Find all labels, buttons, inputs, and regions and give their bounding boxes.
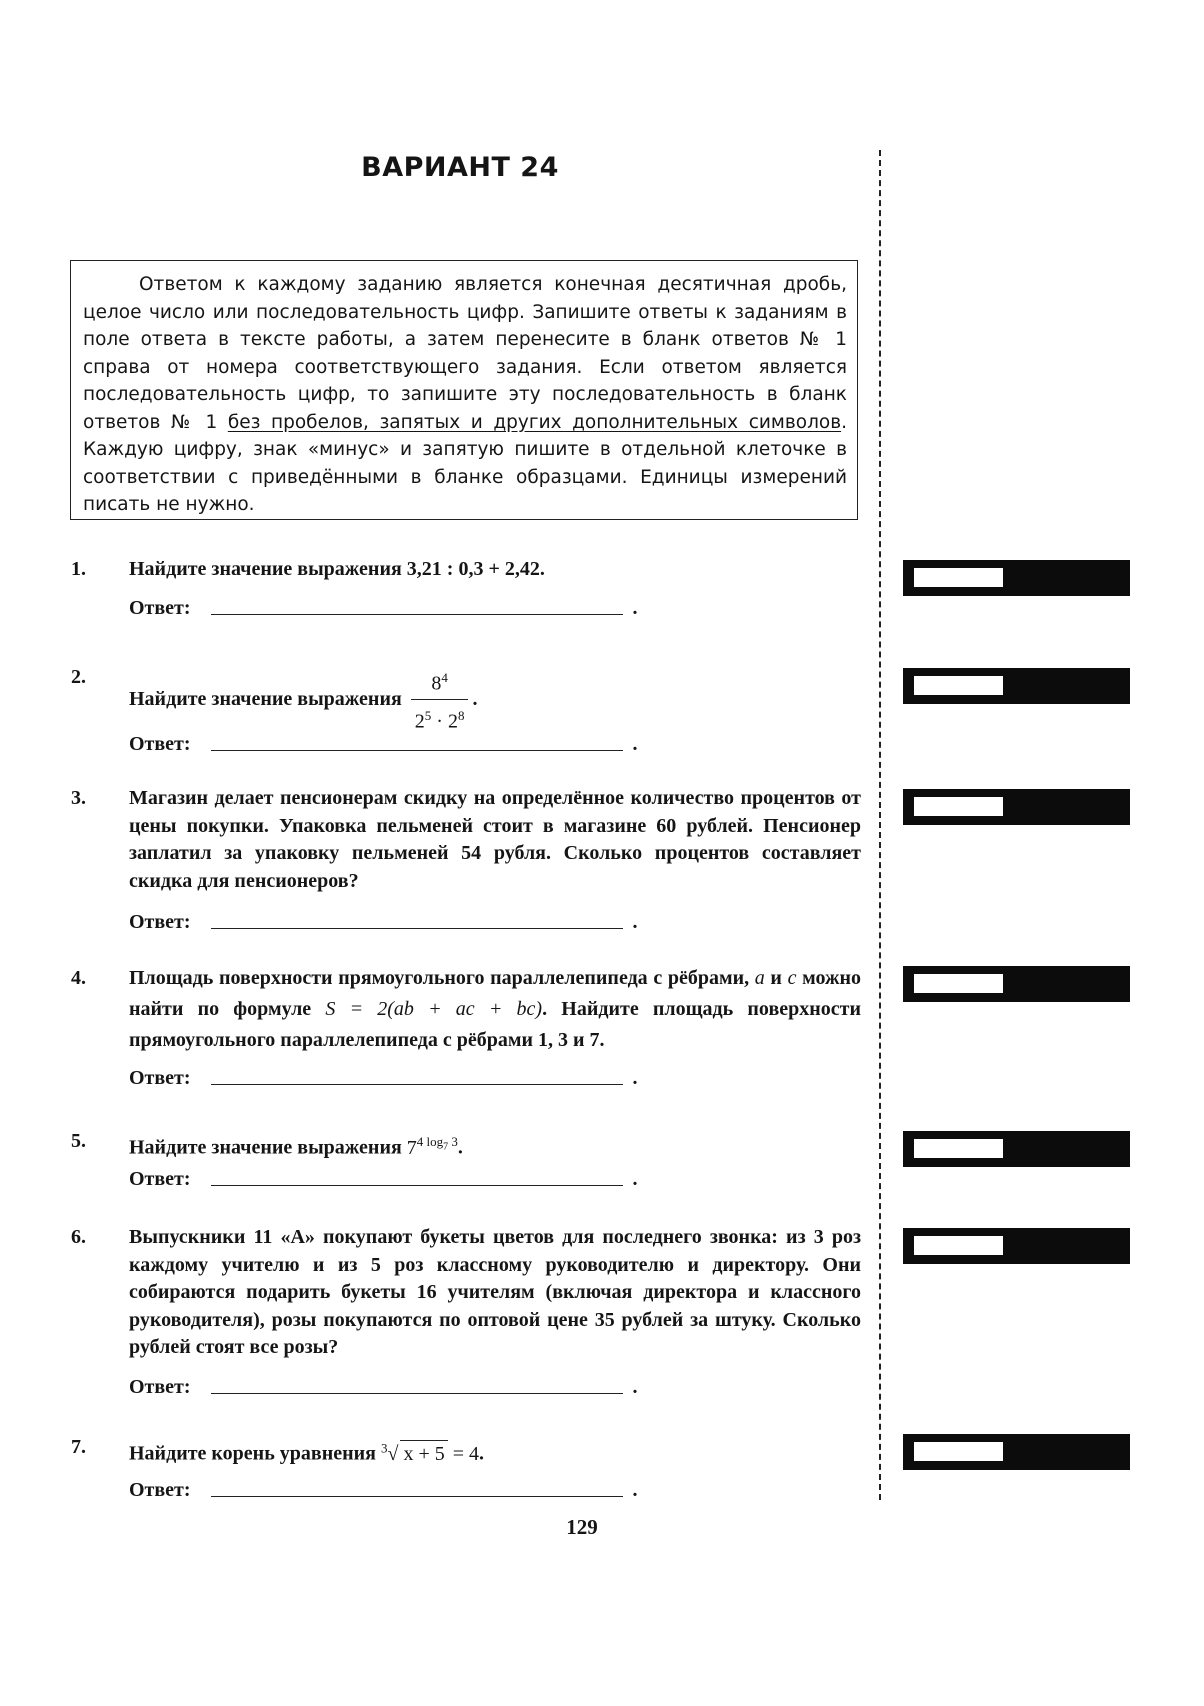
instructions-underlined: без пробелов, запятых и других дополнительных символов bbox=[227, 411, 842, 433]
task-number: 6. bbox=[71, 1226, 86, 1248]
task-text: Найдите значение выражения 3,21 : 0,3 + 2,42. bbox=[129, 558, 545, 580]
answer-dot: . bbox=[632, 1479, 638, 1501]
answer-dot: . bbox=[632, 911, 638, 933]
answer-label: Ответ: bbox=[129, 1479, 191, 1501]
answer-box-marker-6 bbox=[903, 1228, 1130, 1264]
task-text: Найдите значение выражения bbox=[129, 1136, 402, 1159]
fraction: $\frac{8^4}{2^5 \cdot 2^8}$ bbox=[411, 664, 469, 736]
answer-box-marker-2 bbox=[903, 668, 1130, 704]
task-3 bbox=[71, 785, 861, 895]
answer-row-5 bbox=[129, 1168, 638, 1191]
task-text: Магазин делает пенсионерам скидку на определённое количество процентов от цены покупки. Упаковка пельменей стоит в магазине 60 рублей. Пенсионер заплатил за упаковку пельменей 54 рубля. Сколько процентов составляет скидка для пенсионеров? bbox=[129, 787, 861, 892]
instructions-text: Ответом к каждому заданию является конечная десятичная дробь, целое число или последовательность цифр. Запишите ответы к заданиям в поле ответа в тексте работы, а затем перенесите в бланк ответов № 1 справа от номера соответствующего задания. Если ответом является последовательность цифр, то запишите эту последовательность в бланк ответов № 1 bbox=[83, 274, 847, 433]
task-text: Выпускники 11 «А» покупают букеты цветов для последнего звонка: из 3 роз каждому учителю и из 5 роз классному руководителю и директору. Они собираются подарить букеты 16 учителям (включая директора и классного руководителя), розы покупаются по оптовой цене 35 рублей за штуку. Сколько рублей стоят все розы? bbox=[129, 1226, 861, 1358]
cut-line bbox=[879, 150, 881, 1500]
answer-dot: . bbox=[632, 733, 638, 755]
answer-dot: . bbox=[632, 1168, 638, 1190]
root-expression: $^3$√ x + 5 = 4 bbox=[381, 1443, 479, 1465]
answer-label: Ответ: bbox=[129, 1376, 191, 1398]
answer-dot: . bbox=[632, 1067, 638, 1089]
answer-row-1 bbox=[129, 597, 638, 620]
task-text: Найдите значение выражения bbox=[129, 687, 402, 710]
answer-field[interactable] bbox=[211, 1392, 623, 1394]
answer-box-marker-3 bbox=[903, 789, 1130, 825]
task-number: 1. bbox=[71, 558, 86, 580]
answer-row-3 bbox=[129, 911, 638, 934]
formula: S = 2(ab + ac + bc) bbox=[325, 998, 543, 1020]
answer-dot: . bbox=[632, 1376, 638, 1398]
task-2: 2. Найдите значение выражения $\frac{8^4}{2^5 \cdot 2^8}$ . bbox=[71, 664, 861, 736]
task-5: 5. Найдите значение выражения $7^{4 log_7 3}$. bbox=[71, 1130, 463, 1159]
answer-row-6 bbox=[129, 1376, 638, 1399]
page-title: ВАРИАНТ 24 bbox=[361, 152, 559, 183]
answer-field[interactable] bbox=[211, 1495, 623, 1497]
task-4 bbox=[71, 963, 861, 1056]
task-7: 7. Найдите корень уравнения $^3$√ x + 5 = 4. bbox=[71, 1434, 861, 1468]
instructions-box bbox=[70, 260, 858, 520]
power-expression: $7^{4 log_7 3}$ bbox=[406, 1134, 458, 1159]
task-number: 2. bbox=[71, 666, 86, 688]
task-number: 3. bbox=[71, 787, 86, 809]
answer-box-marker-5 bbox=[903, 1131, 1130, 1167]
answer-row-2 bbox=[129, 733, 638, 756]
answer-label: Ответ: bbox=[129, 1168, 191, 1190]
answer-field[interactable] bbox=[211, 1184, 623, 1186]
answer-box-marker-1 bbox=[903, 560, 1130, 596]
task-number: 5. bbox=[71, 1130, 86, 1152]
answer-box-marker-4 bbox=[903, 966, 1130, 1002]
answer-field[interactable] bbox=[211, 927, 623, 929]
answer-label: Ответ: bbox=[129, 911, 191, 933]
answer-label: Ответ: bbox=[129, 597, 191, 619]
answer-label: Ответ: bbox=[129, 1067, 191, 1089]
answer-field[interactable] bbox=[211, 613, 623, 615]
task-1 bbox=[71, 556, 861, 584]
answer-field[interactable] bbox=[211, 1083, 623, 1085]
task-number: 4. bbox=[71, 967, 86, 989]
answer-field[interactable] bbox=[211, 749, 623, 751]
task-text: Площадь поверхности прямоугольного параллелепипеда с рёбрами, a и c можно найти по формуле S = 2(ab + ac + bc). Найдите площадь поверхности прямоугольного параллелепипеда с рёбрами 1, 3 и 7. bbox=[129, 967, 861, 1051]
task-number: 7. bbox=[71, 1436, 86, 1458]
answer-box-marker-7 bbox=[903, 1434, 1130, 1470]
instructions-text-end: . Каждую цифру, знак «минус» и запятую пишите в отдельной клеточке в соответствии с приведёнными в бланке образцами. Единицы измерений писать не нужно. bbox=[83, 411, 848, 515]
task-6 bbox=[71, 1224, 861, 1362]
answer-row-4 bbox=[129, 1067, 638, 1090]
answer-row-7 bbox=[129, 1479, 638, 1502]
task-text: Найдите корень уравнения bbox=[129, 1442, 376, 1465]
answer-label: Ответ: bbox=[129, 733, 191, 755]
page-number: 129 bbox=[566, 1515, 598, 1539]
answer-dot: . bbox=[632, 597, 638, 619]
